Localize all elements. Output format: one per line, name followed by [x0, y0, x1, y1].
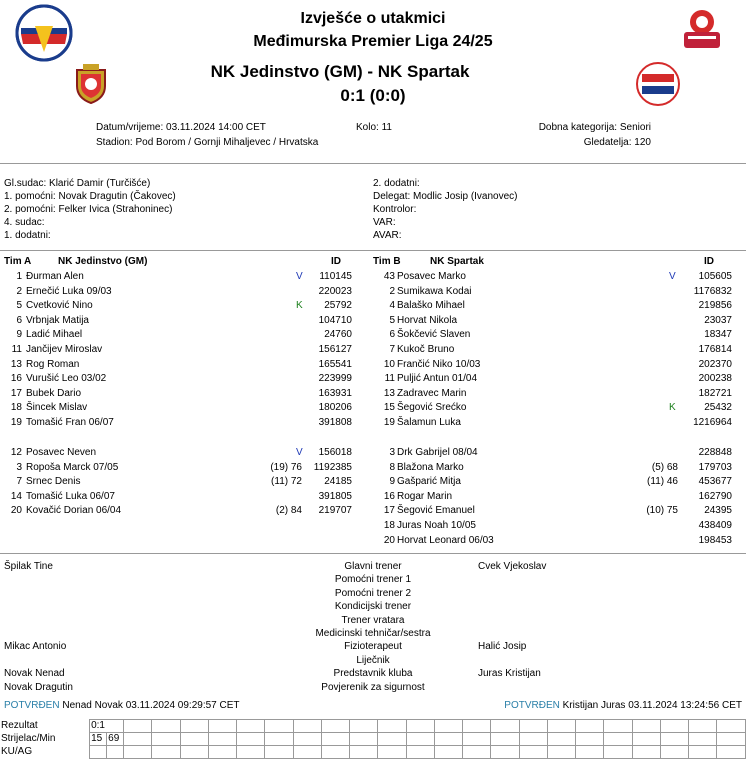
official-line: 2. dodatni: [373, 178, 420, 189]
player-id: 176814 [698, 344, 732, 355]
grid-cell [180, 746, 208, 759]
grid-cell [406, 746, 434, 759]
grid-cell [717, 733, 746, 746]
player-number: 9 [389, 476, 395, 488]
staff-role: Trener vratara [341, 614, 405, 626]
grid-cell [124, 720, 152, 733]
player-number: 13 [383, 387, 395, 399]
grid-cell [632, 720, 660, 733]
confirm-away-text: Kristijan Juras 03.11.2024 13:24:56 CET [562, 700, 742, 711]
match-score: 0:1 (0:0) [340, 86, 406, 105]
staff-home-name: Novak Dragutin [4, 681, 73, 693]
divider [0, 250, 746, 251]
staff-role: Liječnik [356, 654, 390, 666]
scorer-minute-cell: 69 [107, 733, 124, 746]
player-id: 1192385 [313, 461, 352, 473]
player-row [0, 446, 746, 460]
official-line: Delegat: Modlic Josip (Ivanovec) [373, 191, 518, 202]
player-id: 453677 [698, 476, 732, 488]
staff-home-name: Novak Nenad [4, 668, 65, 680]
grid-row [0, 720, 746, 733]
substitution-info: (11) 46 [647, 476, 678, 488]
grid-cell [265, 720, 293, 733]
grid-cell [208, 746, 236, 759]
grid-cell [604, 720, 632, 733]
player-number: 14 [10, 490, 22, 502]
player-name: Rog Roman [26, 358, 80, 370]
result-score-cell: 0:1 [90, 720, 124, 733]
player-number: 5 [389, 314, 395, 326]
player-row [0, 285, 746, 299]
player-id: 24395 [704, 505, 732, 517]
player-name: Bubek Dario [26, 387, 82, 399]
grid-cell [90, 746, 107, 759]
grid-cell [265, 733, 293, 746]
player-id: 228848 [698, 447, 732, 458]
player-number: 17 [10, 387, 22, 399]
age-category: Dobna kategorija: Seniori [538, 122, 651, 133]
player-row [0, 343, 746, 357]
grid-cell [463, 746, 491, 759]
staff-role: Kondicijski trener [334, 601, 412, 613]
grid-cell [124, 733, 152, 746]
player-name: Zadravec Marin [397, 387, 467, 399]
grid-cell [689, 733, 717, 746]
grid-cell [547, 733, 575, 746]
player-id: 18347 [704, 329, 732, 341]
team-b-label: Tim B [373, 256, 401, 267]
player-row [0, 328, 746, 342]
grid-cell [576, 733, 604, 746]
player-row [0, 372, 746, 386]
player-name: Gašparić Mitja [397, 476, 461, 488]
player-name: Puljić Antun 01/04 [397, 373, 478, 385]
player-number: 6 [389, 329, 395, 341]
player-name: Rogar Marin [397, 490, 453, 502]
grid-cell [547, 720, 575, 733]
player-number: 4 [389, 300, 395, 312]
result-grid [0, 719, 746, 759]
player-number: 16 [383, 490, 395, 502]
player-row [0, 490, 746, 504]
player-row [0, 299, 746, 313]
player-number: 43 [383, 271, 395, 282]
grid-cell [576, 746, 604, 759]
player-id: 1176832 [693, 285, 732, 297]
player-name: Šincek Mislav [26, 402, 88, 414]
grid-cell [717, 720, 746, 733]
player-number: 20 [383, 534, 395, 546]
player-name: Šalamun Luka [397, 417, 461, 428]
grid-cell [547, 746, 575, 759]
grid-cell [406, 720, 434, 733]
grid-cell [604, 733, 632, 746]
grid-cell [434, 720, 462, 733]
player-id: 105605 [698, 271, 732, 282]
player-number: 2 [389, 285, 395, 297]
team-a-id-header: ID [331, 256, 341, 267]
grid-cell [689, 746, 717, 759]
grid-cell [180, 720, 208, 733]
player-row [0, 270, 746, 284]
grid-row-label: Rezultat [1, 720, 38, 731]
player-row [0, 416, 746, 430]
confirm-home [4, 700, 240, 712]
player-name: Posavec Marko [397, 271, 466, 282]
player-id: 104710 [318, 314, 352, 326]
player-id: 391805 [318, 490, 352, 502]
grid-row [0, 733, 746, 746]
player-role-mark: V [296, 271, 303, 282]
player-name: Frančić Niko 10/03 [397, 358, 481, 370]
grid-cell [519, 720, 547, 733]
confirm-home-tag: POTVRĐEN [4, 700, 60, 711]
player-id: 220023 [318, 285, 352, 297]
official-line: 4. sudac: [4, 217, 45, 228]
grid-cell [519, 733, 547, 746]
grid-row-label: Strijelac/Min [1, 733, 56, 744]
team-a-label: Tim A [4, 256, 32, 267]
player-name: Cvetković Nino [26, 300, 93, 312]
player-number: 10 [383, 358, 395, 370]
player-number: 17 [383, 505, 395, 517]
player-name: Ropoša Marck 07/05 [26, 461, 119, 473]
grid-cell [463, 720, 491, 733]
grid-cell [293, 746, 321, 759]
player-id: 219856 [698, 300, 732, 312]
player-number: 1 [16, 271, 22, 282]
player-name: Šokčević Slaven [397, 329, 471, 341]
player-name: Šegović Emanuel [397, 505, 475, 517]
grid-cell [350, 720, 378, 733]
player-name: Balaško Mihael [397, 300, 465, 312]
player-number: 18 [10, 402, 22, 414]
player-name: Tomašić Luka 06/07 [26, 490, 115, 502]
player-number: 3 [16, 461, 22, 473]
grid-cell [321, 733, 349, 746]
match-stadium: Stadion: Pod Borom / Gornji Mihaljevec / Hrvatska [96, 137, 319, 148]
player-number: 8 [389, 461, 395, 473]
player-name: Drk Gabrijel 08/04 [397, 447, 478, 458]
player-name: Šegović Srećko [397, 402, 467, 414]
grid-cell [689, 720, 717, 733]
grid-cell [660, 733, 688, 746]
grid-cell [237, 746, 265, 759]
report-title: Izvješće o utakmici [300, 10, 446, 27]
player-name: Juras Noah 10/05 [397, 520, 476, 531]
player-row [0, 314, 746, 328]
substitution-info: (11) 72 [271, 476, 302, 488]
confirm-away [504, 700, 742, 712]
player-role-mark: V [296, 447, 303, 458]
grid-cell [434, 733, 462, 746]
player-id: 180206 [318, 402, 352, 414]
grid-cell [350, 746, 378, 759]
staff-role: Pomoćni trener 2 [334, 587, 412, 599]
team-b-id-header: ID [704, 256, 714, 267]
player-number: 19 [10, 417, 22, 428]
player-name: Srnec Denis [26, 476, 81, 488]
team-b-name: NK Spartak [430, 256, 484, 267]
player-row [0, 461, 746, 475]
official-line: 1. dodatni: [4, 230, 51, 241]
player-row [0, 475, 746, 489]
player-row [0, 504, 746, 518]
grid-cell [632, 733, 660, 746]
player-number: 19 [383, 417, 395, 428]
player-id: 163931 [318, 387, 352, 399]
player-id: 25432 [704, 402, 732, 414]
player-name: Sumikawa Kodai [397, 285, 472, 297]
player-number: 11 [384, 373, 395, 385]
staff-role: Predstavnik kluba [333, 668, 413, 680]
substitution-info: (10) 75 [646, 505, 678, 517]
player-name: Horvat Leonard 06/03 [397, 534, 494, 546]
player-id: 156018 [318, 447, 352, 458]
grid-cell [660, 746, 688, 759]
grid-cell [237, 733, 265, 746]
staff-away-name: Cvek Vjekoslav [478, 561, 547, 572]
confirm-away-tag: POTVRĐEN [504, 700, 560, 711]
grid-row [0, 746, 746, 759]
player-name: Kovačić Dorian 06/04 [26, 505, 122, 517]
player-number: 15 [383, 402, 395, 414]
grid-cell [632, 746, 660, 759]
player-number: 16 [10, 373, 22, 385]
player-number: 13 [10, 358, 22, 370]
player-number: 5 [16, 300, 22, 312]
player-role-mark: V [669, 271, 676, 282]
grid-cell [604, 746, 632, 759]
staff-role: Povjerenik za sigurnost [321, 681, 425, 693]
staff-role: Glavni trener [344, 561, 402, 572]
player-row [0, 387, 746, 401]
player-name: Jančijev Miroslav [26, 344, 103, 355]
player-number: 20 [10, 505, 22, 517]
player-row [0, 358, 746, 372]
grid-cell [265, 746, 293, 759]
staff-home-name: Mikac Antonio [4, 641, 67, 653]
official-line: VAR: [373, 217, 396, 228]
player-id: 24185 [324, 476, 352, 488]
player-id: 219707 [318, 505, 352, 517]
grid-cell [717, 746, 746, 759]
player-row [0, 519, 746, 533]
staff-home-name: Špilak Tine [4, 561, 53, 572]
player-name: Blažona Marko [397, 461, 464, 473]
player-number: 18 [383, 520, 395, 531]
staff-role: Medicinski tehničar/sestra [315, 628, 431, 639]
divider [0, 163, 746, 164]
grid-cell [208, 733, 236, 746]
player-number: 3 [389, 447, 395, 458]
staff-away-name: Juras Kristijan [478, 668, 541, 680]
match-round: Kolo: 11 [356, 122, 392, 133]
player-row [0, 401, 746, 415]
grid-cell [378, 746, 406, 759]
grid-cell [519, 746, 547, 759]
grid-cell [152, 746, 180, 759]
player-id: 200238 [698, 373, 732, 385]
player-id: 25792 [324, 300, 352, 312]
grid-cell [237, 720, 265, 733]
grid-cell [576, 720, 604, 733]
grid-cell [124, 746, 152, 759]
grid-cell [350, 733, 378, 746]
grid-cell [434, 746, 462, 759]
player-number: 6 [16, 314, 22, 326]
player-name: Tomašić Fran 06/07 [26, 417, 114, 428]
player-number: 12 [10, 447, 22, 458]
team-a-name: NK Jedinstvo (GM) [58, 256, 148, 267]
grid-cell [293, 733, 321, 746]
player-id: 202370 [698, 358, 732, 370]
grid-cell [152, 733, 180, 746]
player-id: 438409 [698, 520, 732, 531]
player-number: 11 [11, 344, 22, 355]
player-id: 110145 [319, 271, 352, 282]
league-name: Međimurska Premier Liga 24/25 [253, 33, 493, 50]
grid-cell [107, 746, 124, 759]
player-id: 391808 [318, 417, 352, 428]
substitution-info: (5) 68 [651, 461, 678, 473]
grid-cell [321, 720, 349, 733]
match-datetime: Datum/vrijeme: 03.11.2024 14:00 CET [96, 122, 266, 133]
divider [0, 553, 746, 554]
player-id: 156127 [318, 344, 352, 355]
player-name: Ladić Mihael [26, 329, 83, 341]
grid-cell [491, 733, 519, 746]
player-role-mark: K [296, 300, 303, 312]
grid-cell [321, 746, 349, 759]
player-id: 24760 [324, 329, 352, 341]
grid-cell [208, 720, 236, 733]
grid-row-label: KU/AG [1, 746, 33, 757]
official-line: Gl.sudac: Klarić Damir (Turčišće) [4, 178, 151, 189]
grid-cell [406, 733, 434, 746]
player-id: 223999 [318, 373, 352, 385]
player-name: Posavec Neven [26, 447, 97, 458]
grid-cell [152, 720, 180, 733]
grid-cell [491, 720, 519, 733]
player-name: Vurušić Leo 03/02 [26, 373, 107, 385]
player-number: 9 [16, 329, 22, 341]
player-id: 23037 [704, 314, 732, 326]
player-row [0, 534, 746, 548]
grid-cell [180, 733, 208, 746]
player-number: 2 [16, 285, 22, 297]
official-line: AVAR: [373, 230, 402, 241]
player-name: Vrbnjak Matija [26, 314, 89, 326]
grid-cell [463, 733, 491, 746]
player-id: 182721 [698, 387, 732, 399]
staff-away-name: Halić Josip [478, 641, 527, 653]
grid-cell [491, 746, 519, 759]
grid-cell [293, 720, 321, 733]
grid-cell [660, 720, 688, 733]
player-id: 162790 [698, 490, 732, 502]
official-line: Kontrolor: [373, 204, 417, 215]
player-role-mark: K [669, 402, 676, 414]
substitution-info: (19) 76 [270, 461, 302, 473]
player-id: 179703 [698, 461, 732, 473]
player-number: 7 [16, 476, 22, 488]
player-id: 165541 [318, 358, 352, 370]
scorer-number-cell: 15 [90, 733, 107, 746]
confirm-home-text: Nenad Novak 03.11.2024 09:29:57 CET [62, 700, 240, 711]
player-name: Đurman Alen [26, 271, 84, 282]
official-line: 2. pomoćni: Felker Ivica (Strahoninec) [4, 204, 173, 215]
staff-role: Pomoćni trener 1 [334, 574, 412, 586]
official-line: 1. pomoćni: Novak Dragutin (Čakovec) [4, 191, 176, 202]
player-name: Kukoč Bruno [397, 344, 455, 355]
grid-cell [378, 720, 406, 733]
player-name: Ernečić Luka 09/03 [26, 285, 112, 297]
player-id: 198453 [698, 534, 732, 546]
grid-cell [378, 733, 406, 746]
substitution-info: (2) 84 [275, 505, 302, 517]
player-id: 1216964 [693, 417, 732, 428]
staff-role: Fizioterapeut [344, 641, 402, 653]
player-number: 7 [389, 344, 395, 355]
player-name: Horvat Nikola [397, 314, 458, 326]
match-title: NK Jedinstvo (GM) - NK Spartak [210, 62, 470, 81]
spectators: Gledatelja: 120 [583, 137, 651, 148]
